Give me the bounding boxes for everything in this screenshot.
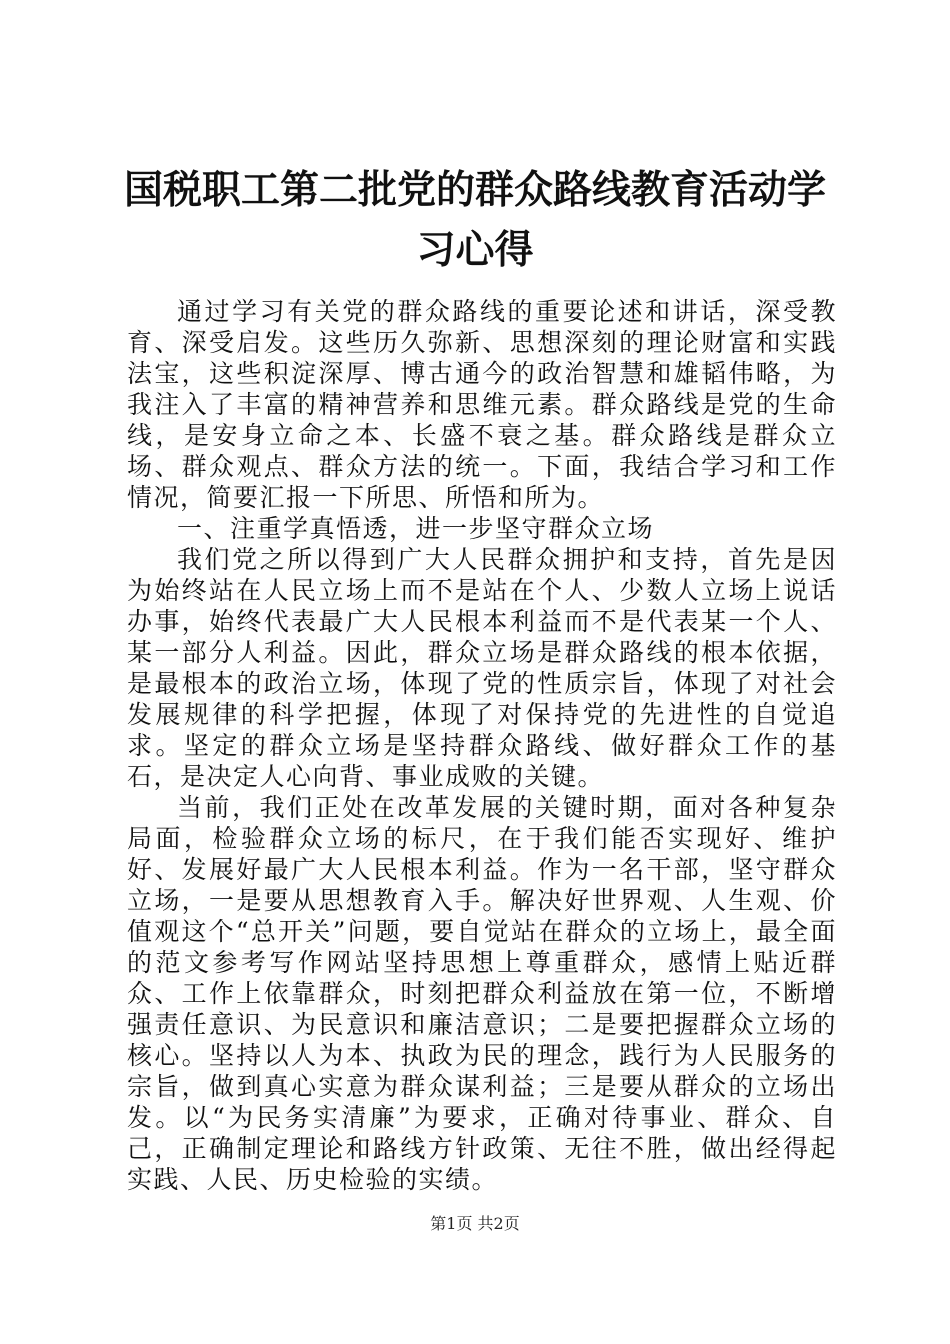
paragraph-current-period: 当前，我们正处在改革发展的关键时期，面对各种复杂局面，检验群众立场的标尺，在于我们能否实现好、维护好、发展好最广大人民根本利益。作为一名干部，坚守群众立场，一是要从思想教育入手。解决好世界观、人生观、价值观这个“总开关”问题，要自觉站在群众的立场上，最全面的范文参考写作网站坚持思想上尊重群众，感情上贴近群众、工作上依靠群众，时刻把群众利益放在第一位，不断增强责任意识、为民意识和廉洁意识；二是要把握群众立场的核心。坚持以人为本、执政为民的理念，践行为人民服务的宗旨，做到真心实意为群众谋利益；三是要从群众的立场出发。以“为民务实清廉”为要求，正确对待事业、群众、自己，正确制定理论和路线方针政策、无往不胜，做出经得起实践、人民、历史检验的实绩。	[127, 793, 837, 1194]
paragraph-intro: 通过学习有关党的群众路线的重要论述和讲话，深受教育、深受启发。这些历久弥新、思想深刻的理论财富和实践法宝，这些积淀深厚、博古通今的政治智慧和雄韬伟略，为我注入了丰富的精神营养和思维元素。群众路线是党的生命线，是安身立命之本、长盛不衰之基。群众路线是群众立场、群众观点、群众方法的统一。下面，我结合学习和工作情况，简要汇报一下所思、所悟和所为。	[127, 297, 837, 512]
document-title: 国税职工第二批党的群众路线教育活动学习心得	[123, 167, 826, 273]
paragraph-mass-stance: 我们党之所以得到广大人民群众拥护和支持，首先是因为始终站在人民立场上而不是站在个人、少数人立场上说话办事，始终代表最广大人民根本利益而不是代表某一个人、某一部分人利益。因此，群众立场是群众路线的根本依据，是最根本的政治立场，体现了党的性质宗旨，体现了对社会发展规律的科学把握，体现了对保持党的先进性的自觉追求。坚定的群众立场是坚持群众路线、做好群众工作的基石，是决定人心向背、事业成败的关键。	[127, 545, 837, 791]
document-body	[127, 296, 837, 1195]
section-heading-1: 一、注重学真悟透，进一步坚守群众立场	[177, 514, 655, 543]
page-footer: 第1页 共2页	[430, 1214, 520, 1233]
